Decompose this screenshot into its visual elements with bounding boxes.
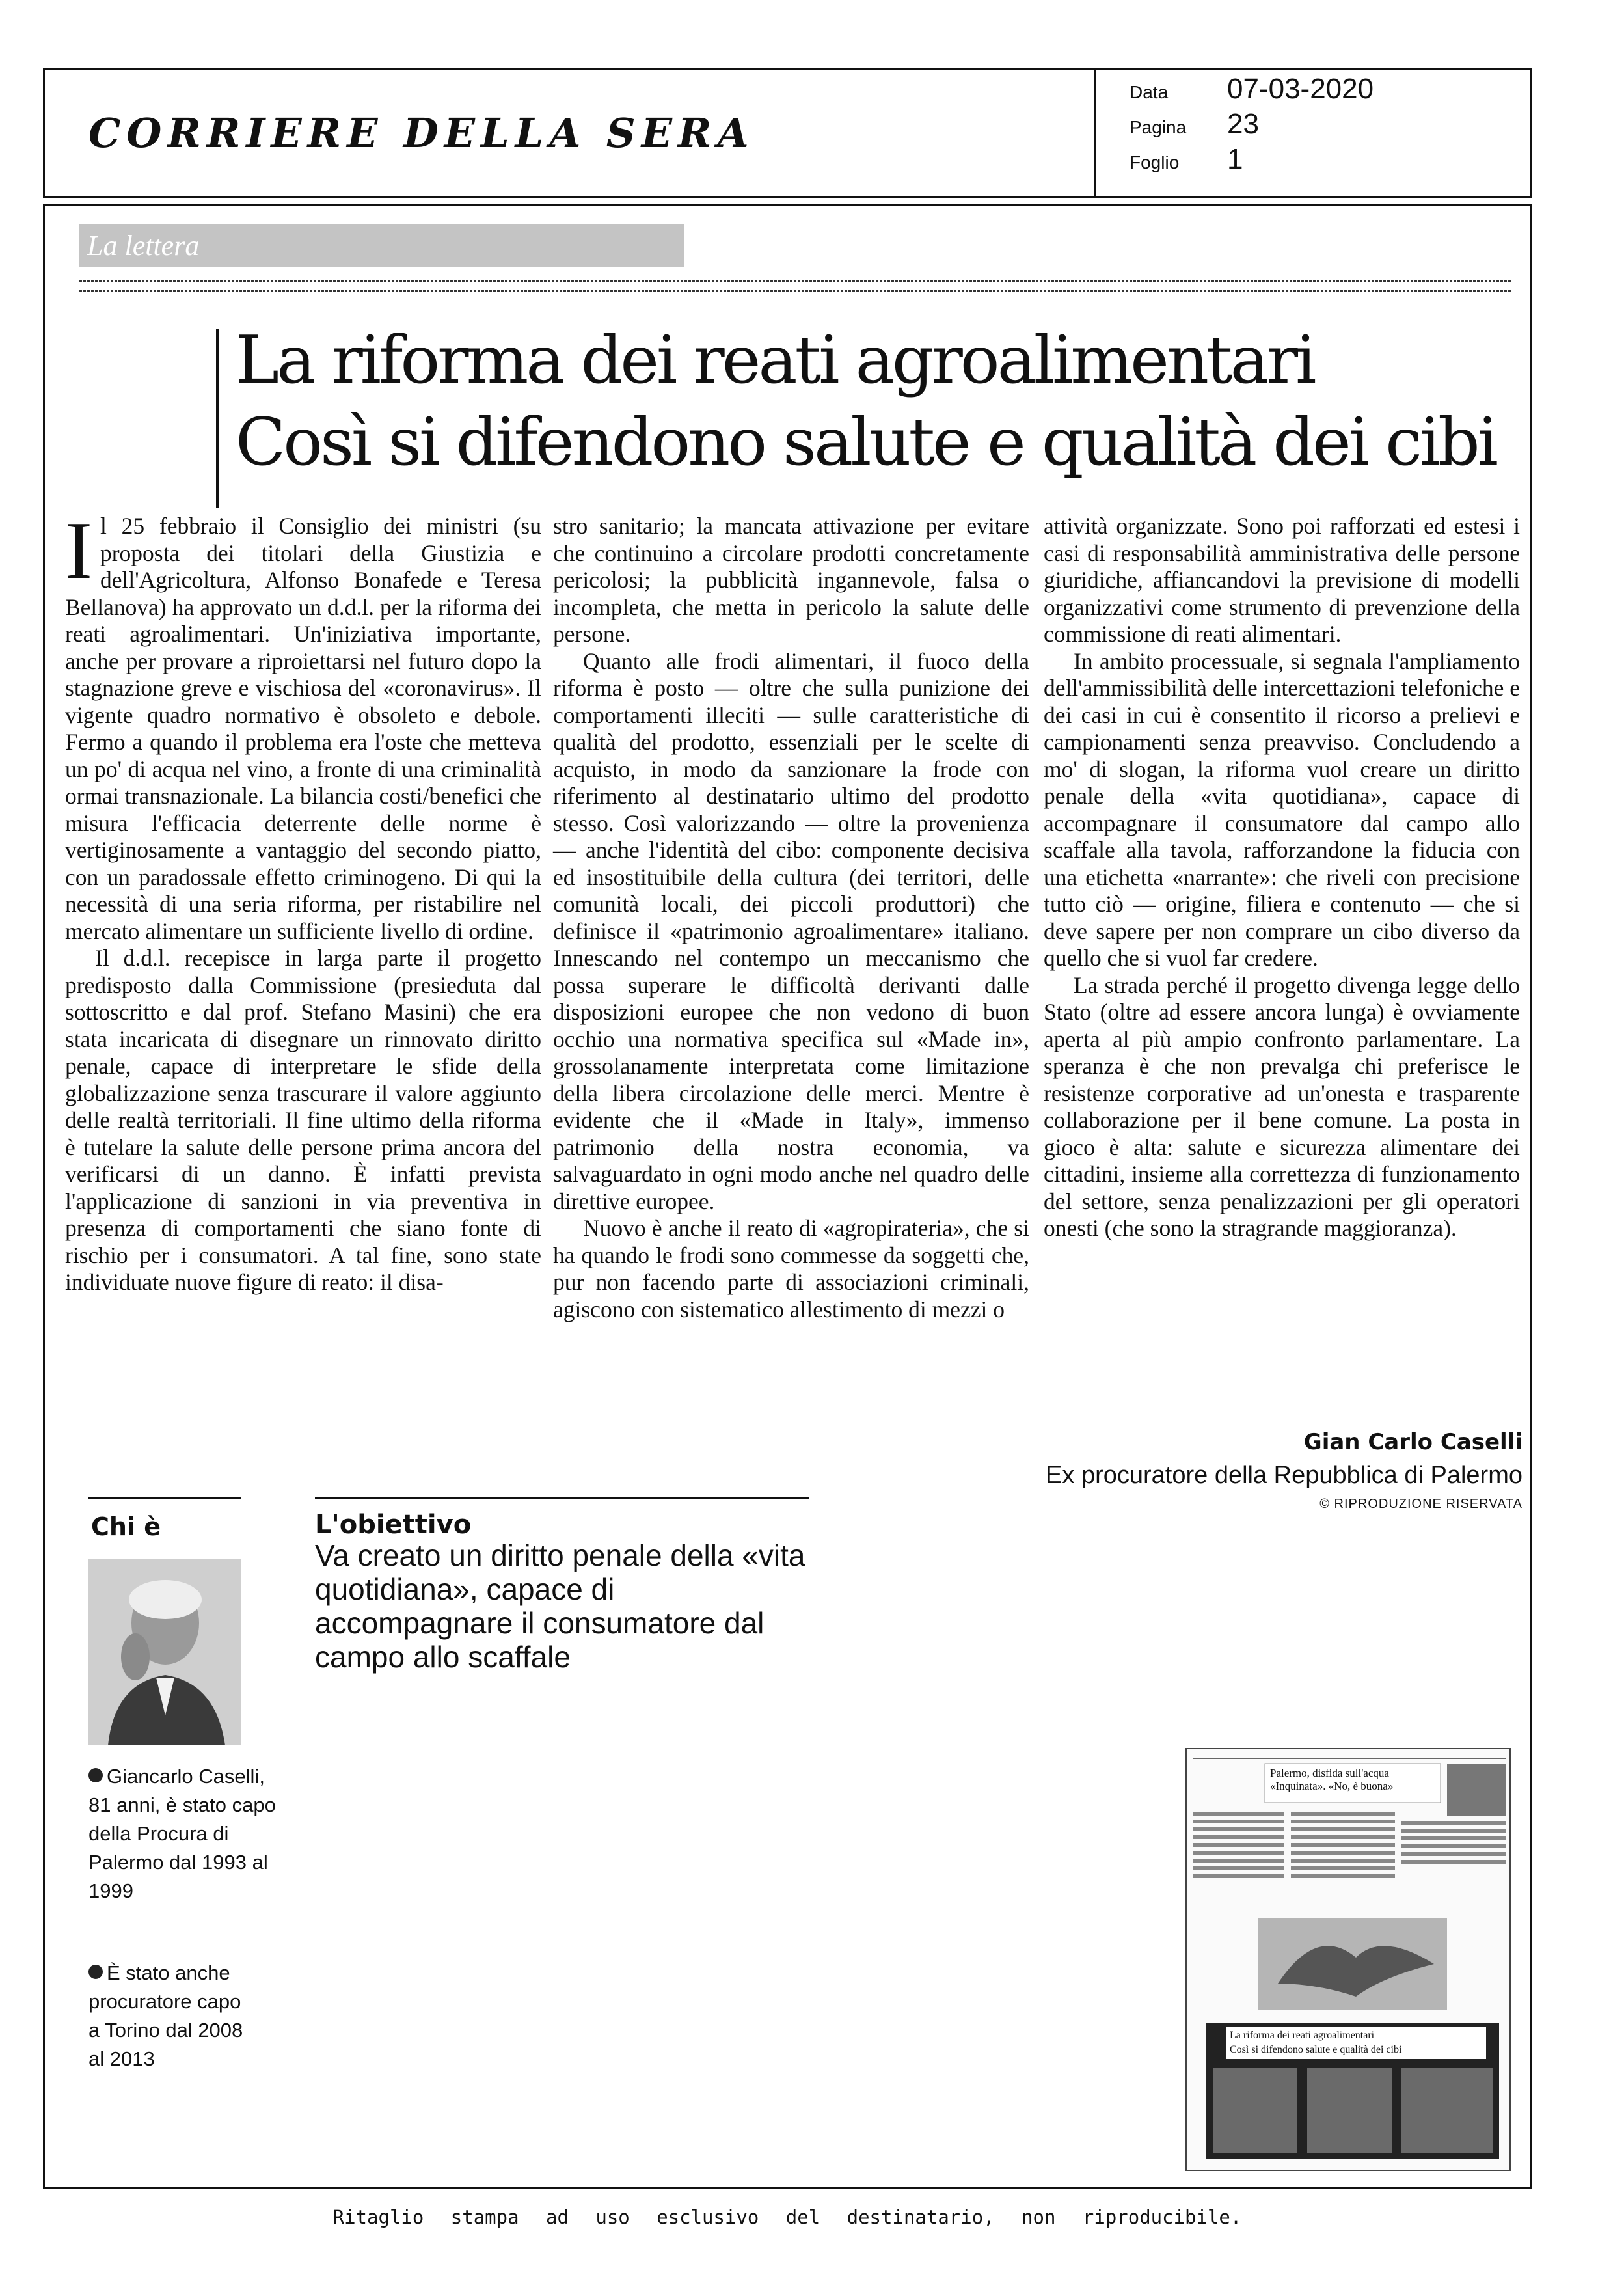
thumbnail-page-image	[1187, 1749, 1511, 2171]
bio-item-2	[88, 1959, 258, 2073]
headline-line-1: La riforma dei reati agroalimentari	[236, 321, 1314, 398]
paragraph: In ambito processuale, si segnala l'ampliamento dell'ammissibilità delle intercettazioni telefoniche e dei casi in cui è consentito il ricorso a prelievi e campionamenti senza preavviso. Concludendo a mo' di slogan, la riforma vuol creare un diritto penale della «vita quotidiana», capace di accompagnare il consumatore dal campo allo scaffale alla tavola, rafforzandone la fiducia con una etichetta «narrante»: che riveli con precisione tutto ciò — origine, filiera e contenuto — che si deve sapere per non comprare un cibo diverso da quello che si vuol far credere.	[1044, 648, 1520, 971]
meta-page-row	[1130, 108, 1374, 143]
bio-item-1	[88, 1762, 284, 1905]
pullquote-rule	[315, 1497, 809, 1499]
author-role: Ex procuratore della Repubblica di Palermo	[1046, 1462, 1522, 1489]
header-divider	[1094, 70, 1096, 196]
meta-page-value: 23	[1227, 108, 1259, 140]
thumbnail-bottom-headline-1: La riforma dei reati agroalimentari	[1230, 2030, 1375, 2041]
thumbnail-headline-line-1: Palermo, disfida sull'acqua	[1270, 1767, 1389, 1779]
dropcap: I	[65, 506, 92, 596]
kicker-rule-lower	[79, 290, 1511, 292]
headline-line-2: Così si difendono salute e qualità dei cibi	[236, 403, 1496, 480]
paragraph: Nuovo è anche il reato di «agropirateria», che si ha quando le frodi sono commesse da soggetti che, pur non facendo parte di associazioni criminali, agiscono con sistematico allestimento di mezzi o	[553, 1215, 1029, 1322]
headline	[236, 319, 1524, 483]
kicker-label: La lettera	[87, 230, 200, 262]
article-column-3	[1044, 513, 1520, 1242]
meta-date-value: 07-03-2020	[1227, 73, 1374, 105]
author-photo	[88, 1559, 241, 1745]
pullquote-title: L'obiettivo	[315, 1510, 472, 1540]
meta-sheet-label: Foglio	[1130, 152, 1180, 172]
thumbnail-bottom-headline-2: Così si difendono salute e qualità dei cibi	[1230, 2044, 1402, 2055]
page-meta	[1130, 73, 1374, 178]
bio-text: È stato anche procuratore capo a Torino dal 2008 al 2013	[88, 1961, 243, 2070]
masthead: CORRIERE DELLA SERA	[88, 109, 755, 157]
paragraph: Quanto alle frodi alimentari, il fuoco della riforma è posto — oltre che sulla punizione dei comportamenti illeciti — sulle caratteristiche di qualità del prodotto, essenziali per le scelte di acquisto, in modo da sanzionare la frode con riferimento al destinatario ultimo del prodotto stesso. Così valorizzando — oltre la provenienza — anche l'identità del cibo: componente decisiva ed insostituibile della cultura (dei territori, delle comunità locali, dei piccoli produttori) che definisce il «patrimonio agroalimentare» italiano. Innescando nel contempo un meccanismo che possa superare le difficoltà derivanti dalle disposizioni europee che non vedono di buon occhio una normativa specifica sul «Made in», grossolanamente interpretata come limitazione della libera circolazione delle merci. Mentre è evidente che il «Made in Italy», immenso patrimonio della nostra economia, va salvaguardato in ogni modo anche nel quadro delle direttive europee.	[553, 648, 1029, 1214]
meta-date-row	[1130, 73, 1374, 108]
paragraph: attività organizzate. Sono poi rafforzati ed estesi i casi di responsabilità amministrativa delle persone giuridiche, affiancandovi la previsione di modelli organizzativi come strumento di prevenzione della commissione di reati alimentari.	[1044, 513, 1520, 647]
bullet-icon	[88, 1768, 103, 1782]
article-column-2	[553, 513, 1029, 1323]
page-thumbnail	[1185, 1748, 1511, 2171]
meta-date-label: Data	[1130, 82, 1169, 102]
paragraph: La strada perché il progetto divenga legge dello Stato (oltre ad essere ancora lunga) è ovviamente aperta al più ampio confronto parlamentare. La speranza è che non prevalga chi preferisce le resistenze corporative ad un'onesta e trasparente collaborazione per il bene comune. La posta in gioco è alta: salute e sicurezza alimentare dei cittadini, insieme alla correttezza di funzionamento del settore, senza penalizzazioni per gli operatori onesti (che sono la stragrande maggioranza).	[1044, 972, 1520, 1241]
headline-bar	[216, 329, 219, 508]
portrait-image	[88, 1559, 241, 1745]
meta-sheet-row	[1130, 143, 1374, 178]
pullquote-text: Va creato un diritto penale della «vita quotidiana», capace di accompagnare il consumatore dal campo allo scaffale	[315, 1538, 805, 1674]
bullet-icon	[88, 1965, 103, 1979]
sidebar-rule	[88, 1497, 241, 1499]
bio-text: Giancarlo Caselli, 81 anni, è stato capo della Procura di Palermo dal 1993 al 1999	[88, 1765, 276, 1902]
paragraph: l 25 febbraio il Consiglio dei ministri (su proposta dei titolari della Giustizia e dell'Agricoltura, Alfonso Bonafede e Teresa Bellanova) ha approvato un d.d.l. per la riforma dei reati agroalimentari. Un'iniziativa importante, anche per provare a riproiettarsi nel futuro dopo la stagnazione greve e vischiosa del «coronavirus». Il vigente quadro normativo è obsoleto e debole. Fermo a quando il problema era l'oste che metteva un po' di acqua nel vino, a fronte di una criminalità ormai transnazionale. La bilancia costi/benefici che misura l'efficacia deterrente delle norme è vertiginosamente a vantaggio del secondo piatto, con un paradossale effetto criminogeno. Di qui la necessità di una seria riforma, per ristabilire nel mercato alimentare un sufficiente livello di ordine.	[65, 513, 541, 944]
meta-page-label: Pagina	[1130, 117, 1187, 137]
sidebar-title: Chi è	[91, 1512, 161, 1541]
thumbnail-headline-line-2: «Inquinata». «No, è buona»	[1270, 1780, 1394, 1792]
copyright-notice: © RIPRODUZIONE RISERVATA	[1320, 1497, 1522, 1511]
article-column-1	[65, 506, 541, 1296]
paragraph: Il d.d.l. recepisce in larga parte il progetto predisposto dalla Commissione (presieduta dal sottoscritto e dal prof. Stefano Masini) che era stata incaricata di disegnare un rinnovato diritto penale, capace di interpretare le sfide della globalizzazione senza trascurare il valore aggiunto delle realtà territoriali. Il fine ultimo della riforma è tutelare la salute delle persone prima ancora del verificarsi di un danno. È infatti prevista l'applicazione di sanzioni in via preventiva in presenza di comportamenti che siano fonte di rischio per i consumatori. A tal fine, sono state individuate nuove figure di reato: il disa-	[65, 945, 541, 1295]
footer-notice: Ritaglio stampa ad uso esclusivo del destinatario, non riproducibile.	[332, 2206, 1242, 2228]
meta-sheet-value: 1	[1227, 143, 1243, 175]
paragraph: stro sanitario; la mancata attivazione per evitare che continuino a circolare prodotti concretamente pericolosi; la pubblicità ingannevole, falsa o incompleta, che metta in pericolo la salute delle persone.	[553, 513, 1029, 647]
kicker-rule	[79, 280, 1511, 282]
author-name: Gian Carlo Caselli	[1303, 1429, 1522, 1455]
